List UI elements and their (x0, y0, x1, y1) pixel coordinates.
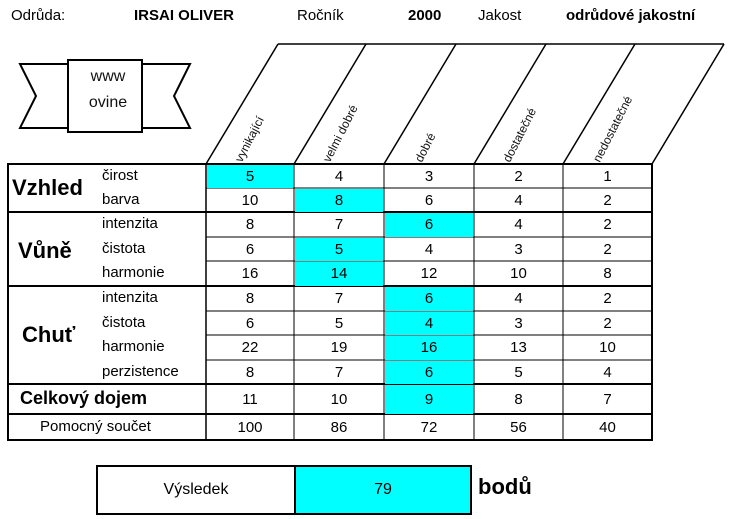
result-box (96, 465, 472, 515)
group-taste: Chuť (22, 322, 76, 347)
criterion-label: barva (102, 191, 140, 208)
group-aroma: Vůně (18, 238, 72, 263)
score-cell[interactable]: 3 (424, 168, 434, 185)
score-cell[interactable]: 3 (514, 315, 523, 332)
score-cell[interactable]: 8 (603, 265, 612, 282)
score-cell[interactable]: 10 (241, 192, 259, 209)
score-cell[interactable]: 12 (420, 265, 438, 282)
column-header-sufficient: dostatečné (500, 105, 540, 165)
criterion-label: intenzita (102, 289, 158, 306)
criterion-label: čistota (102, 314, 146, 331)
column-header-insufficient: nedostatečné (590, 93, 636, 165)
score-cell[interactable]: 2 (603, 315, 612, 332)
overall-score-cell[interactable]: 11 (242, 391, 258, 408)
score-cell[interactable]: 13 (510, 339, 527, 356)
score-cell[interactable]: 22 (241, 339, 259, 356)
score-cell[interactable]: 14 (295, 262, 383, 286)
quality-value: odrůdové jakostní (566, 7, 696, 24)
score-cell[interactable]: 4 (514, 290, 523, 307)
variety-value: IRSAI OLIVER (134, 7, 235, 24)
helper-sum-cell: 56 (510, 419, 527, 436)
helper-sum-cell: 86 (330, 419, 348, 436)
score-cell[interactable]: 4 (514, 216, 523, 233)
score-cell[interactable]: 5 (514, 364, 523, 381)
variety-label: Odrůda: (11, 7, 66, 24)
score-cell[interactable]: 5 (295, 238, 383, 261)
score-cell[interactable]: 4 (385, 312, 473, 335)
score-cell[interactable]: 2 (603, 290, 612, 307)
result-unit: bodů (478, 474, 532, 499)
score-cell[interactable]: 6 (385, 213, 473, 237)
score-cell[interactable]: 8 (245, 364, 255, 381)
score-cell[interactable]: 7 (334, 364, 344, 381)
score-cell[interactable]: 1 (603, 168, 612, 185)
overall-score-cell[interactable]: 7 (603, 391, 612, 408)
score-cell[interactable]: 19 (330, 339, 348, 356)
score-cell[interactable]: 8 (295, 189, 383, 212)
quality-label: Jakost (478, 7, 522, 24)
column-header-very-good: velmi dobré (320, 102, 361, 165)
group-appearance: Vzhled (12, 175, 83, 200)
score-cell[interactable]: 2 (603, 192, 612, 209)
helper-sum-cell: 40 (599, 419, 616, 436)
score-cell[interactable]: 10 (510, 265, 527, 282)
score-cell[interactable]: 7 (334, 216, 344, 233)
year-label: Ročník (297, 7, 344, 24)
score-cell[interactable]: 10 (599, 339, 616, 356)
score-cell[interactable]: 4 (603, 364, 612, 381)
overall-score-cell[interactable]: 8 (514, 391, 523, 408)
score-cell[interactable]: 2 (514, 168, 523, 185)
overall-label: Celkový dojem (20, 388, 148, 408)
score-cell[interactable]: 6 (385, 287, 473, 311)
score-cell[interactable]: 16 (385, 336, 473, 360)
result-value: 79 (296, 467, 470, 513)
column-header-excellent: vynikající (232, 114, 267, 165)
criterion-label: čirost (102, 167, 138, 184)
helper-sum-label: Pomocný součet (40, 418, 151, 435)
score-cell[interactable]: 6 (245, 241, 255, 258)
score-cell[interactable]: 7 (334, 290, 344, 307)
criterion-label: harmonie (102, 264, 165, 281)
logo-text-line1: www (90, 68, 126, 85)
criterion-label: harmonie (102, 338, 165, 355)
score-cell[interactable]: 5 (207, 165, 293, 188)
score-cell[interactable]: 8 (245, 216, 255, 233)
overall-score-cell[interactable]: 9 (385, 385, 473, 414)
result-label: Výsledek (98, 467, 296, 513)
score-cell[interactable]: 6 (245, 315, 255, 332)
score-cell[interactable]: 8 (245, 290, 255, 307)
score-cell[interactable]: 16 (241, 265, 259, 282)
criterion-label: čistota (102, 240, 146, 257)
column-header-good: dobré (412, 130, 439, 165)
score-cell[interactable]: 6 (385, 361, 473, 384)
logo-text-line2: ovine (88, 94, 128, 111)
criterion-label: perzistence (102, 363, 179, 380)
score-cell[interactable]: 4 (424, 241, 434, 258)
overall-score-cell[interactable]: 10 (330, 391, 348, 408)
helper-sum-cell: 72 (420, 419, 438, 436)
score-cell[interactable]: 5 (334, 315, 344, 332)
score-cell[interactable]: 2 (603, 241, 612, 258)
year-value: 2000 (408, 7, 442, 24)
score-cell[interactable]: 3 (514, 241, 523, 258)
score-cell[interactable]: 4 (514, 192, 523, 209)
score-cell[interactable]: 2 (603, 216, 612, 233)
criterion-label: intenzita (102, 215, 158, 232)
score-cell[interactable]: 4 (334, 168, 344, 185)
score-cell[interactable]: 6 (424, 192, 434, 209)
helper-sum-cell: 100 (237, 419, 263, 436)
